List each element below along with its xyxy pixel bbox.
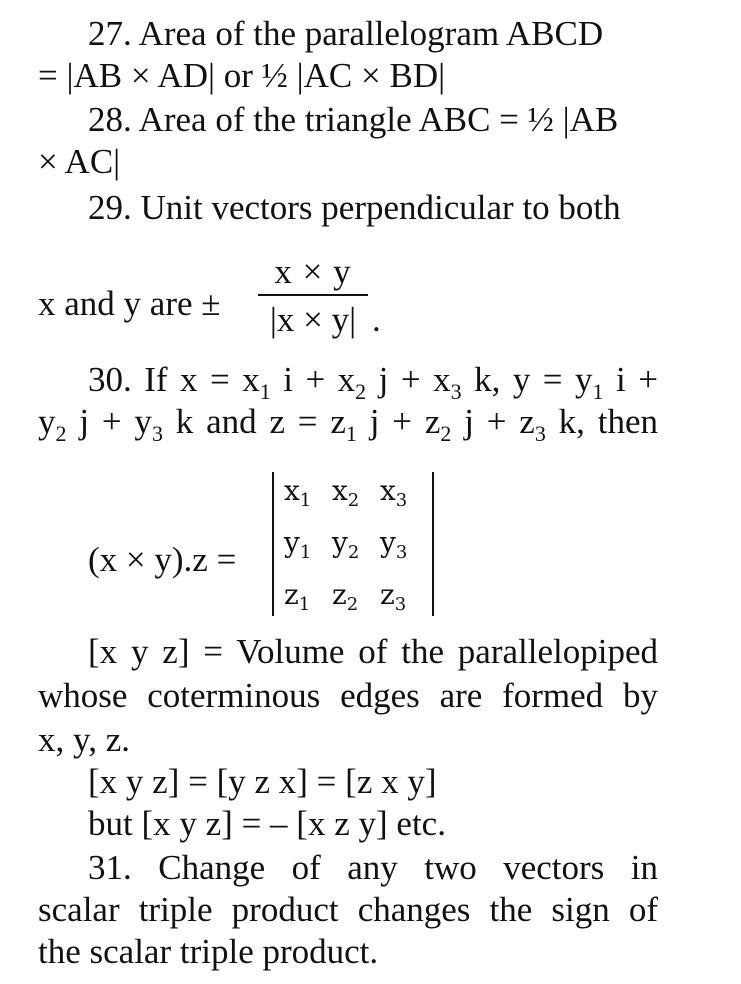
determinant — [272, 470, 440, 620]
item-31-line-1: 31. Change of any two vectors in — [88, 848, 658, 887]
item-31-line-3: the scalar triple product. — [38, 932, 379, 971]
anti-cyclic-property: but [x y z] = – [x z y] etc. — [88, 804, 446, 843]
fraction-numerator: x × y — [274, 252, 352, 291]
volume-line-3: x, y, z. — [38, 720, 131, 759]
determinant-row-y: $y_1$ $y_2$ $y_3$ — [284, 526, 408, 563]
fraction-bar — [258, 294, 368, 296]
determinant-lhs: (x × y).z = — [88, 540, 237, 579]
item-28-line-1: 28. Area of the triangle ABC = ½ |AB — [88, 100, 619, 139]
determinant-row-z: $z_1$ $z_2$ $z_3$ — [284, 578, 407, 615]
item-30-line-1: 30. If $x = x_1$ $i + x_2$ $j + x_3$ k, $y = y_1$ i + — [88, 360, 658, 404]
volume-line-1: [x y z] = Volume of the parallelopiped — [88, 632, 658, 671]
item-31-line-2: scalar triple product changes the sign of — [38, 890, 658, 929]
determinant-left-bar — [272, 472, 274, 616]
item-30-line-2: $y_2$ $j + y_3$ k and $z = z_1$ $j + z_2$ $j + z_3$ k, then — [38, 402, 658, 446]
item-29-line-1: 29. Unit vectors perpendicular to both — [88, 188, 621, 227]
item-29-suffix: . — [372, 300, 381, 339]
cyclic-property: [x y z] = [y z x] = [z x y] — [88, 762, 437, 801]
determinant-row-x: $x_1$ $x_2$ $x_3$ — [284, 474, 408, 511]
item-27-line-1: 27. Area of the parallelogram ABCD — [88, 14, 604, 53]
item-27-line-2: = |AB × AD| or ½ |AC × BD| — [38, 56, 446, 95]
item-29-prefix: x and y are ± — [38, 284, 221, 323]
item-28-line-2: × AC| — [38, 142, 121, 181]
unit-vector-fraction — [258, 252, 368, 340]
volume-line-2: whose coterminous edges are formed by — [38, 676, 658, 715]
determinant-right-bar — [432, 472, 434, 616]
fraction-denominator: |x × y| — [269, 300, 357, 339]
